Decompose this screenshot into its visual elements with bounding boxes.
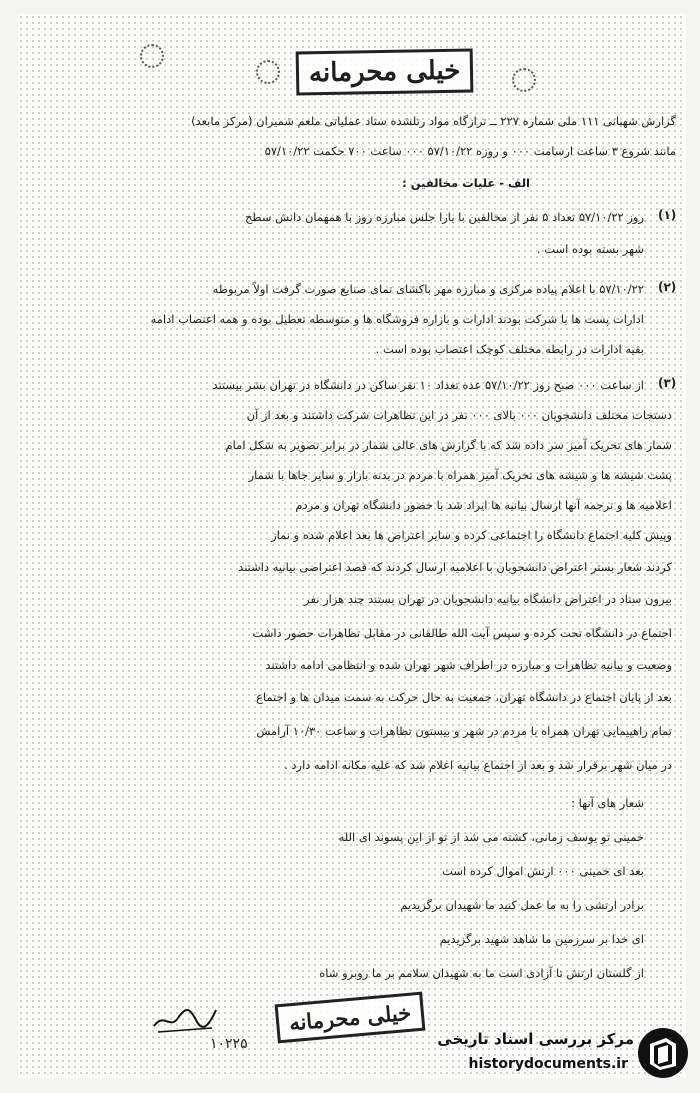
slogan-line: خمینی تو یوسف زمانی، کشته می شد از تو از این پسوند ای الله — [338, 830, 644, 844]
slogan-line: از گلستان ارتش تا آزادی است ما به شهیدان سلامم بر ما روبرو شاه — [319, 966, 644, 980]
slogan-line: برادر ارتشی را به ما عمل کنید ما شهیدان برگزیدیم — [400, 898, 644, 912]
item-line: کردند شعار بستر اعتراض دانشجویان با اعلامیه ارسال کردند که قصد اعتراضی بیانیه داشتند — [238, 560, 672, 574]
item-line: دستجات مختلف دانشجویان ۰۰۰ بالای ۰۰۰ نفر در این تظاهرات شرکت داشتند و بعد از آن — [246, 408, 672, 422]
item-line: در میان شهر برقرار شد و بعد از اجتماع بیانیه اعلام شد که علیه مکانه ادامه دارد . — [284, 758, 672, 772]
classification-stamp-top: خیلی محرمانه — [296, 48, 474, 95]
seal-mark-icon — [256, 60, 280, 84]
item-line: اعلامیه ها و ترجمه آنها ارسال بیانیه ها ایراد شد با حضور دانشگاه تهران و مردم — [295, 498, 672, 512]
item-line: اجتماع در دانشگاه تحت کرده و سپس آیت الله طالقانی در مقابل تظاهرات حضور داشت — [252, 626, 672, 640]
section-title: الف - علیات مخالفین : — [402, 176, 530, 190]
watermark-title: مرکز بررسی اسناد تاریخی — [437, 1030, 634, 1048]
item-line: بقیه ادارات در رابطه مختلف کوچک اعتصاب بوده است . — [375, 342, 644, 356]
slogan-line: بعد ای خمینی ۰۰۰ ارتش اموال کرده است — [442, 864, 644, 878]
item-line: ۵۷/۱۰/۲۲ با اعلام پیاده مرکزی و مبارزه مهر باکشای تمای صنایع صورت گرفت اولاً مربوطه — [212, 282, 644, 296]
archive-logo-icon — [636, 1026, 690, 1080]
header-line: مانند شروع ۳ ساعت ارسامت ۰۰۰ و روزه ۵۷/۱۰/۲۲ ۰۰۰ ساعت ۷۰۰ حکمت ۵۷/۱۰/۲۲ — [264, 144, 676, 158]
item-line: از ساعت ۰۰۰ صبح روز ۵۷/۱۰/۲۲ عده تعداد ۱۰ نفر ساکن در دانشگاه در تهران بشر بیستند — [212, 378, 644, 392]
seal-mark-icon — [512, 68, 536, 92]
handwritten-signature — [150, 998, 220, 1038]
header-line: گزارش شهبانی ۱۱۱ ملی شماره ۲۲۷ ــ ترازگاه مواد رتلشده ستاد عملیاتی ملعم شمیران (مرکز مابعد) — [191, 114, 676, 128]
item-line: روز ۵۷/۱۰/۲۲ تعداد ۵ نفر از مخالفین با یارا جلس مبارزه روز با همهمان دانش سطح — [244, 210, 644, 224]
item-line: وضعیت و بیانیه تظاهرات و مبارزه در اطراف شهر تهران شده و انتظامی ادامه داشتند — [265, 658, 672, 672]
signature-number: ۱۰۲۲۵ — [210, 1036, 248, 1052]
item-line: ادارات پست ها با شرکت بودند ادارات و بازاره فروشگاه ها و متوسطه تعطیل بوده و همه اعتصاب ادامه — [150, 312, 644, 326]
slogans-intro: شعار های آنها : — [571, 796, 644, 810]
archive-watermark — [404, 1020, 694, 1088]
slogan-line: ای خدا بر سرزمین ما شاهد شهید برگزیدیم — [439, 932, 644, 946]
seal-mark-icon — [140, 44, 164, 68]
item-line: تمام راهپیمایی تهران همراه با مردم در شهر و بیستون تظاهرات و ساعت ۱۰/۳۰ آرامش — [256, 724, 672, 738]
item-number: (۳) — [658, 376, 677, 390]
item-line: وپیش کلیه اجتماع دانشگاه را اجتماعی کرده و سایر اعتراض ها بعد اعلام شده و نماز — [271, 528, 672, 542]
watermark-url: historydocuments.ir — [468, 1056, 628, 1072]
classification-stamp-bottom: خیلی محرمانه — [275, 992, 426, 1044]
item-number: (۲) — [658, 280, 677, 294]
scanned-document-page — [18, 14, 686, 1078]
item-line: پشت شیشه ها و شیشه های تحریک آمیز همراه با مردم در بدنه بازار و سایر جاها با شمار — [248, 468, 672, 482]
item-line: شهر بسته بوده است . — [536, 242, 644, 256]
item-line: بیرون ستاد در اعتراض دانشگاه بیانیه دانشجویان در تهران بستند چند هزار نفر — [304, 592, 672, 606]
item-line: شمار های تحریک آمیز سر داده شد که با گزارش های عالی شمار در برابر تصویر به شکل امام — [225, 438, 672, 452]
item-line: بعد از پایان اجتماع در دانشگاه تهران، جمعیت به حال حرکت به سمت میدان ها و اجتماع — [256, 690, 672, 704]
item-number: (۱) — [658, 208, 677, 222]
